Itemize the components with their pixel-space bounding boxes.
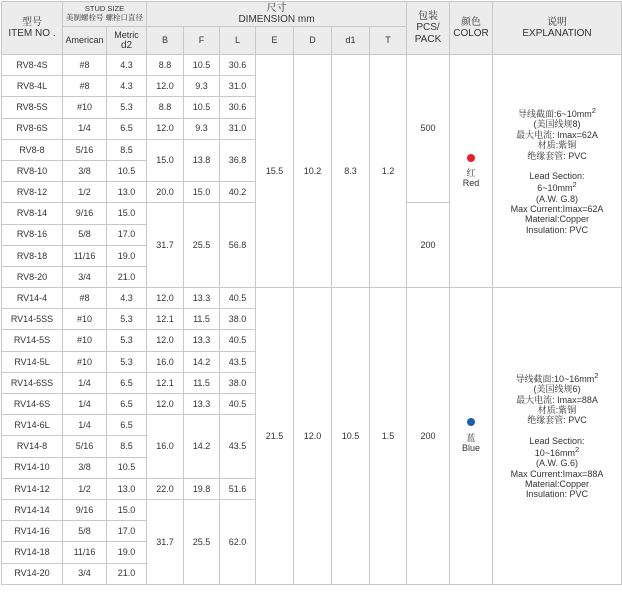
american-cell: 3/4 [63, 266, 107, 287]
american-cell: 3/4 [63, 563, 107, 584]
e-cell-rv14: 21.5 [256, 288, 294, 585]
l-cell: 31.0 [220, 76, 256, 97]
american-cell: 3/8 [63, 160, 107, 181]
american-cell: 5/16 [63, 139, 107, 160]
b-cell: 16.0 [147, 415, 184, 479]
header-e: E [256, 27, 294, 55]
american-cell: 5/16 [63, 436, 107, 457]
red-color-dot [467, 154, 475, 162]
f-cell: 15.0 [184, 182, 220, 203]
header-stud-size: STUD SIZE 美制螺栓号 螺栓口直径 [63, 2, 147, 27]
item-cell: RV8-18 [2, 245, 63, 266]
item-cell: RV8-20 [2, 266, 63, 287]
f-cell: 11.5 [184, 372, 220, 393]
b-cell: 12.0 [147, 394, 184, 415]
american-cell: #10 [63, 351, 107, 372]
color-cell-rv8: 红 Red [450, 55, 493, 288]
item-cell: RV8-4L [2, 76, 63, 97]
f-cell: 13.3 [184, 330, 220, 351]
metric-cell: 6.5 [107, 394, 147, 415]
l-cell: 30.6 [220, 97, 256, 118]
metric-cell: 17.0 [107, 224, 147, 245]
header-explanation: 说明 EXPLANATION [493, 2, 622, 55]
l-cell: 38.0 [220, 309, 256, 330]
metric-cell: 10.5 [107, 457, 147, 478]
metric-cell: 4.3 [107, 76, 147, 97]
item-cell: RV14-12 [2, 478, 63, 499]
color-cell-rv14: 蓝 Blue [450, 288, 493, 585]
american-cell: 1/2 [63, 182, 107, 203]
metric-cell: 21.0 [107, 563, 147, 584]
pack-cell-rv8-b: 200 [407, 203, 450, 288]
item-cell: RV14-5S [2, 330, 63, 351]
american-cell: #10 [63, 309, 107, 330]
header-l: L [220, 27, 256, 55]
metric-cell: 4.3 [107, 288, 147, 309]
explanation-cell-rv8: 导线截面$:6\sim 10mm^2$ (美国线规8) 最大电流: Imax=62A 材质:紫铜 绝缘套管: PVC Lead Section: $6\sim 10mm^2$ (A.W. G.8) Max Current:Imax=62A Material:Copper Insulation: PVC [493, 55, 622, 288]
table-body [2, 55, 622, 585]
header-pack: 包装 PCS/ PACK [407, 2, 450, 55]
f-cell: 13.3 [184, 394, 220, 415]
f-cell: 13.3 [184, 288, 220, 309]
pack-cell-rv14: 200 [407, 288, 450, 585]
american-cell: 9/16 [63, 203, 107, 224]
b-cell: 8.8 [147, 55, 184, 76]
american-cell: 11/16 [63, 542, 107, 563]
f-cell: 14.2 [184, 351, 220, 372]
f-cell: 11.5 [184, 309, 220, 330]
b-cell: 8.8 [147, 97, 184, 118]
l-cell: 56.8 [220, 203, 256, 288]
item-cell: RV8-16 [2, 224, 63, 245]
item-cell: RV14-6L [2, 415, 63, 436]
b-cell: 20.0 [147, 182, 184, 203]
metric-cell: 13.0 [107, 478, 147, 499]
metric-cell: 17.0 [107, 521, 147, 542]
metric-cell: 15.0 [107, 203, 147, 224]
l-cell: 51.6 [220, 478, 256, 499]
b-cell: 31.7 [147, 499, 184, 584]
header-d: D [294, 27, 332, 55]
l-cell: 43.5 [220, 351, 256, 372]
american-cell: #8 [63, 288, 107, 309]
header-f: F [184, 27, 220, 55]
american-cell: 3/8 [63, 457, 107, 478]
l-cell: 40.5 [220, 288, 256, 309]
american-cell: 1/4 [63, 118, 107, 139]
item-cell: RV8-14 [2, 203, 63, 224]
item-cell: RV14-16 [2, 521, 63, 542]
l-cell: 36.8 [220, 139, 256, 181]
metric-cell: 10.5 [107, 160, 147, 181]
d1-cell-rv8: 8.3 [332, 55, 370, 288]
b-cell: 15.0 [147, 139, 184, 181]
item-cell: RV8-5S [2, 97, 63, 118]
b-cell: 22.0 [147, 478, 184, 499]
header-b: B [147, 27, 184, 55]
item-cell: RV14-6S [2, 394, 63, 415]
american-cell: 9/16 [63, 499, 107, 520]
d-cell-rv8: 10.2 [294, 55, 332, 288]
item-cell: RV14-6SS [2, 372, 63, 393]
header-dimension: 尺寸 DIMENSION mm [147, 2, 407, 27]
d1-cell-rv14: 10.5 [332, 288, 370, 585]
metric-cell: 21.0 [107, 266, 147, 287]
item-cell: RV14-20 [2, 563, 63, 584]
l-cell: 40.5 [220, 330, 256, 351]
f-cell: 10.5 [184, 55, 220, 76]
d-cell-rv14: 12.0 [294, 288, 332, 585]
b-cell: 12.0 [147, 330, 184, 351]
b-cell: 12.0 [147, 288, 184, 309]
metric-cell: 6.5 [107, 372, 147, 393]
metric-cell: 19.0 [107, 542, 147, 563]
e-cell-rv8: 15.5 [256, 55, 294, 288]
american-cell: 1/4 [63, 394, 107, 415]
header-metric: Metric d2 [107, 27, 147, 55]
metric-cell: 8.5 [107, 436, 147, 457]
b-cell: 16.0 [147, 351, 184, 372]
f-cell: 14.2 [184, 415, 220, 479]
l-cell: 31.0 [220, 118, 256, 139]
spec-table [1, 1, 622, 585]
b-cell: 12.1 [147, 372, 184, 393]
american-cell: 11/16 [63, 245, 107, 266]
table-row [2, 55, 622, 76]
f-cell: 9.3 [184, 118, 220, 139]
f-cell: 9.3 [184, 76, 220, 97]
item-cell: RV8-10 [2, 160, 63, 181]
american-cell: #8 [63, 76, 107, 97]
item-cell: RV14-5SS [2, 309, 63, 330]
t-cell-rv8: 1.2 [370, 55, 407, 288]
american-cell: 1/4 [63, 415, 107, 436]
metric-cell: 5.3 [107, 330, 147, 351]
american-cell: 1/4 [63, 372, 107, 393]
f-cell: 25.5 [184, 499, 220, 584]
header-color: 颜色 COLOR [450, 2, 493, 55]
american-cell: 1/2 [63, 478, 107, 499]
american-cell: #10 [63, 97, 107, 118]
table-header [2, 2, 622, 55]
item-cell: RV14-8 [2, 436, 63, 457]
f-cell: 19.8 [184, 478, 220, 499]
blue-color-dot [467, 418, 475, 426]
l-cell: 38.0 [220, 372, 256, 393]
header-item-no: 型号 ITEM NO . [2, 2, 63, 55]
l-cell: 62.0 [220, 499, 256, 584]
explanation-cell-rv14: 导线截面$:10\sim 16mm^2$ (美国线规6) 最大电流: Imax=88A 材质:紫铜 绝缘套管: PVC Lead Section: $10\sim 16mm^2$ (A.W. G.6) Max Current:Imax=88A Material:Copper Insulation: PVC [493, 288, 622, 585]
l-cell: 40.5 [220, 394, 256, 415]
item-cell: RV8-6S [2, 118, 63, 139]
metric-cell: 6.5 [107, 118, 147, 139]
item-cell: RV8-4S [2, 55, 63, 76]
f-cell: 13.8 [184, 139, 220, 181]
item-cell: RV14-18 [2, 542, 63, 563]
item-cell: RV14-5L [2, 351, 63, 372]
american-cell: #8 [63, 55, 107, 76]
header-d1: d1 [332, 27, 370, 55]
item-cell: RV8-12 [2, 182, 63, 203]
american-cell: 5/8 [63, 521, 107, 542]
metric-cell: 5.3 [107, 97, 147, 118]
metric-cell: 8.5 [107, 139, 147, 160]
item-cell: RV14-14 [2, 499, 63, 520]
f-cell: 10.5 [184, 97, 220, 118]
item-cell: RV14-10 [2, 457, 63, 478]
b-cell: 31.7 [147, 203, 184, 288]
header-t: T [370, 27, 407, 55]
metric-cell: 4.3 [107, 55, 147, 76]
b-cell: 12.0 [147, 118, 184, 139]
l-cell: 30.6 [220, 55, 256, 76]
american-cell: #10 [63, 330, 107, 351]
item-cell: RV8-8 [2, 139, 63, 160]
metric-cell: 13.0 [107, 182, 147, 203]
metric-cell: 5.3 [107, 351, 147, 372]
table-row [2, 288, 622, 309]
american-cell: 5/8 [63, 224, 107, 245]
metric-cell: 5.3 [107, 309, 147, 330]
b-cell: 12.1 [147, 309, 184, 330]
pack-cell-rv8-a: 500 [407, 55, 450, 203]
l-cell: 43.5 [220, 415, 256, 479]
t-cell-rv14: 1.5 [370, 288, 407, 585]
header-american: American [63, 27, 107, 55]
metric-cell: 6.5 [107, 415, 147, 436]
l-cell: 40.2 [220, 182, 256, 203]
item-cell: RV14-4 [2, 288, 63, 309]
b-cell: 12.0 [147, 76, 184, 97]
metric-cell: 19.0 [107, 245, 147, 266]
metric-cell: 15.0 [107, 499, 147, 520]
f-cell: 25.5 [184, 203, 220, 288]
